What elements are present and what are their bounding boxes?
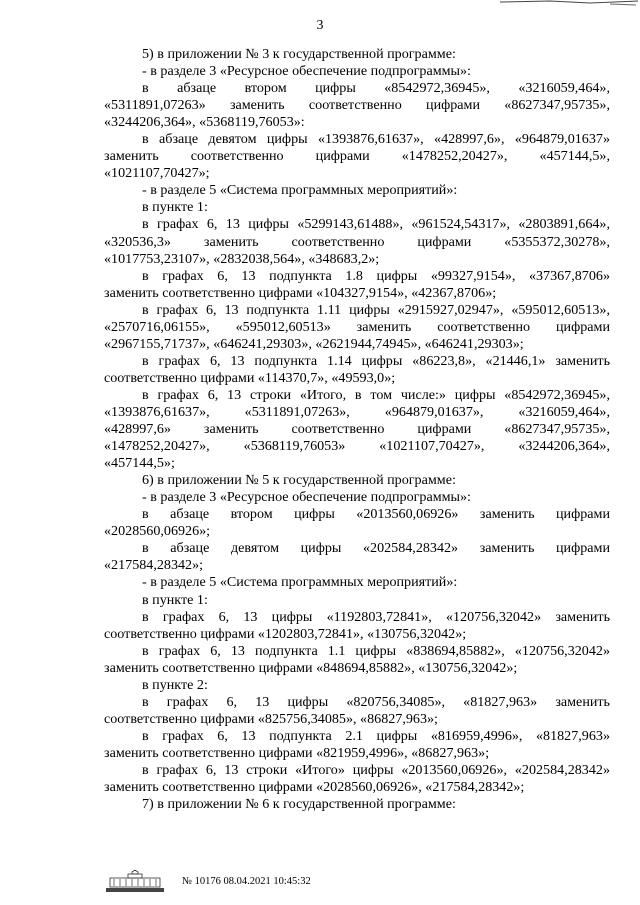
- document-line: в графах 6, 13 цифры «1192803,72841», «120756,32042» заменить: [142, 608, 610, 625]
- document-line: в графах 6, 13 подпункта 2.1 цифры «816959,4996», «81827,963»: [142, 727, 610, 744]
- document-body: [104, 46, 610, 813]
- document-line: в графах 6, 13 подпункта 1.1 цифры «838694,85882», «120756,32042»: [142, 642, 610, 659]
- document-line: в графах 6, 13 строки «Итого, в том числе:» цифры «8542972,36945»,: [142, 386, 610, 403]
- document-line: в графах 6, 13 цифры «820756,34085», «81827,963» заменить: [142, 693, 610, 710]
- document-line: «1021107,70427»;: [104, 165, 210, 182]
- document-line: «2028560,06926»;: [104, 523, 211, 540]
- document-line: в абзаце девятом цифры «202584,28342» заменить цифрами: [142, 540, 610, 557]
- document-line: - в разделе 5 «Система программных мероприятий»:: [142, 574, 458, 591]
- document-line: в графах 6, 13 подпункта 1.14 цифры «86223,8», «21446,1» заменить: [142, 352, 610, 369]
- document-line: 6) в приложении № 5 к государственной программе:: [142, 472, 456, 489]
- document-line: заменить соответственно цифрами «848694,85882», «130756,32042»;: [104, 659, 518, 676]
- document-line: в пункте 2:: [142, 676, 208, 693]
- document-line: «217584,28342»;: [104, 557, 204, 574]
- document-line: 5) в приложении № 3 к государственной программе:: [142, 46, 456, 62]
- document-line: «1393876,61637», «5311891,07263», «964879,01637», «3216059,464»,: [104, 403, 610, 420]
- document-line: «320536,3» заменить соответственно цифрами «5355372,30278»,: [104, 233, 610, 250]
- page-number: 3: [316, 18, 324, 33]
- document-line: заменить соответственно цифрами «1478252,20427», «457144,5»,: [104, 148, 610, 165]
- scan-edge-mark: [490, 0, 640, 8]
- document-line: - в разделе 3 «Ресурсное обеспечение подпрограммы»:: [142, 63, 471, 80]
- document-line: в графах 6, 13 цифры «5299143,61488», «961524,54317», «2803891,664»,: [142, 216, 610, 233]
- document-line: соответственно цифрами «114370,7», «49593,0»;: [104, 369, 396, 386]
- document-line: «2967155,71737», «646241,29303», «2621944,74945», «646241,29303»;: [104, 335, 524, 352]
- document-line: соответственно цифрами «825756,34085», «86827,963»;: [104, 710, 438, 727]
- document-line: «2570716,06155», «595012,60513» заменить соответственно цифрами: [104, 318, 610, 335]
- document-line: заменить соответственно цифрами «2028560,06926», «217584,28342»;: [104, 779, 525, 796]
- document-line: в абзаце девятом цифры «1393876,61637», «428997,6», «964879,01637»: [142, 131, 610, 148]
- government-building-logo-icon: [104, 870, 166, 894]
- document-line: заменить соответственно цифрами «104327,9154», «42367,8706»;: [104, 284, 497, 301]
- document-line: 7) в приложении № 6 к государственной программе:: [142, 796, 456, 813]
- footer: [104, 870, 364, 894]
- document-line: в абзаце втором цифры «8542972,36945», «3216059,464»,: [142, 80, 610, 97]
- document-line: в абзаце втором цифры «2013560,06926» заменить цифрами: [142, 506, 610, 523]
- document-line: в пункте 1:: [142, 199, 208, 216]
- document-line: «5311891,07263» заменить соответственно цифрами «8627347,95735»,: [104, 97, 610, 114]
- document-line: «428997,6» заменить соответственно цифрами «8627347,95735»,: [104, 421, 610, 438]
- document-line: в графах 6, 13 строки «Итого» цифры «2013560,06926», «202584,28342»: [142, 761, 610, 778]
- document-line: «1478252,20427», «5368119,76053» «1021107,70427», «3244206,364»,: [104, 438, 610, 455]
- document-line: заменить соответственно цифрами «821959,4996», «86827,963»;: [104, 744, 490, 761]
- document-line: «457144,5»;: [104, 455, 175, 472]
- document-line: - в разделе 3 «Ресурсное обеспечение подпрограммы»:: [142, 489, 471, 506]
- document-line: «3244206,364», «5368119,76053»:: [104, 114, 305, 131]
- document-line: «1017753,23107», «2832038,564», «348683,2»;: [104, 250, 380, 267]
- document-line: в графах 6, 13 подпункта 1.11 цифры «2915927,02947», «595012,60513»,: [142, 301, 610, 318]
- document-line: соответственно цифрами «1202803,72841», «130756,32042»;: [104, 625, 467, 642]
- registration-stamp: № 10176 08.04.2021 10:45:32: [182, 876, 311, 887]
- document-line: - в разделе 5 «Система программных мероприятий»:: [142, 182, 458, 199]
- document-line: в графах 6, 13 подпункта 1.8 цифры «99327,9154», «37367,8706»: [142, 267, 610, 284]
- document-line: в пункте 1:: [142, 591, 208, 608]
